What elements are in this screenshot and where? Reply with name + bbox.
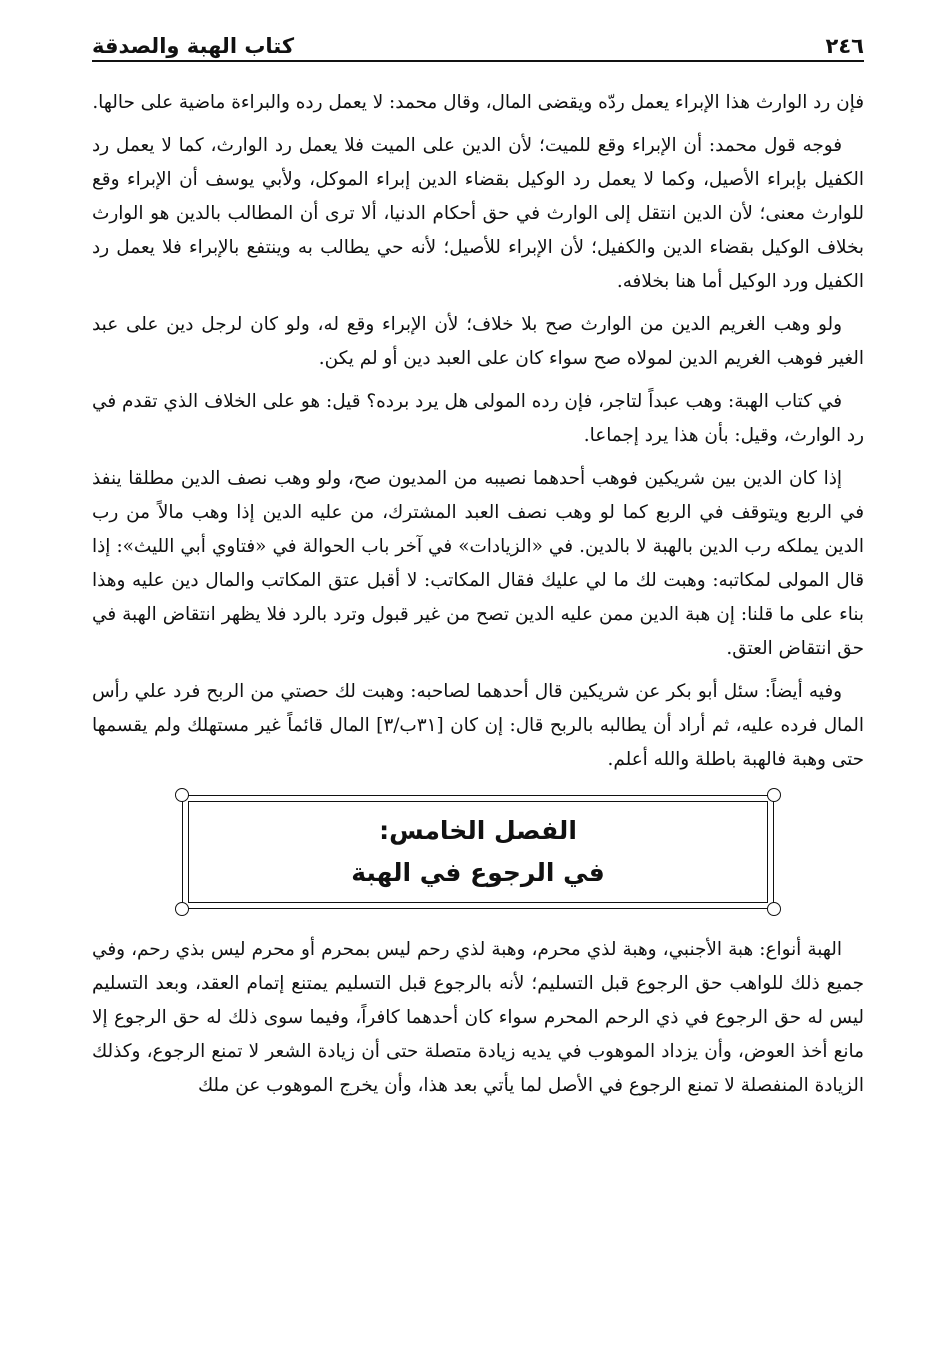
book-title: كتاب الهبة والصدقة bbox=[92, 34, 295, 58]
paragraph: في كتاب الهبة: وهب عبداً لتاجر، فإن رده المولى هل يرد برده؟ قيل: هو على الخلاف الذي تقدم في رد الوارث، وقيل: بأن هذا يرد إجماعا. bbox=[92, 391, 864, 446]
paragraph: إذا كان الدين بين شريكين فوهب أحدهما نصيبه من المديون صح، ولو وهب نصف الدين مطلقا ينفذ في الربع ويتوقف في الربع كما لو وهب نصف العبد المشترك، من عليه الدين إذا وهب مالاً من رب الدين يملكه رب الدين بالهبة لا بالدين. في «الزيادات» في آخر باب الحوالة في «فتاوي أبي الليث»: إذا قال المولى لمكاتبه: وهبت لك ما لي عليك فقال المكاتب: لا أقبل عتق المكاتب والمال دين عليه وهذا بناء على ما قلنا: إن هبة الدين ممن عليه الدين تصح من غير قبول وترد بالرد فلا يظهر انتقاض الهبة في حق انتقاض العتق. bbox=[92, 468, 864, 659]
frame-corner-ornament bbox=[175, 788, 189, 802]
frame-corner-ornament bbox=[767, 788, 781, 802]
frame-corner-ornament bbox=[767, 902, 781, 916]
chapter-title: في الرجوع في الهبة bbox=[351, 858, 605, 887]
body-text bbox=[92, 86, 864, 1103]
paragraph: الهبة أنواع: هبة الأجنبي، وهبة لذي محرم، وهبة لذي رحم ليس بمحرم أو محرم ليس بذي رحم، وفي جميع ذلك للواهب حق الرجوع قبل التسليم؛ لأنه بالرجوع قبل التسليم يمتنع إتمام العقد، وبعد التسليم ليس له حق الرجوع في ذي الرحم المحرم سواء كان أحدهما كافراً، وفيما سوى ذلك له حق الرجوع إلا مانع أخذ العوض، وأن يزداد الموهوب في يديه زيادة متصلة حتى أن زيادة الشعر لا تمنع الرجوع، وكذلك الزيادة المنفصلة لا تمنع الرجوع في الأصل لما يأتي بعد هذا، وأن يخرج الموهوب عن ملك bbox=[92, 939, 864, 1096]
chapter-heading bbox=[188, 801, 768, 903]
chapter-number: الفصل الخامس: bbox=[379, 816, 577, 845]
page-number: ٢٤٦ bbox=[825, 34, 864, 58]
chapter-heading-frame bbox=[182, 795, 774, 909]
paragraph: ولو وهب الغريم الدين من الوارث صح بلا خلاف؛ لأن الإبراء وقع له، ولو كان لرجل دين على عبد الغير فوهب الغريم الدين لمولاه صح سواء كان على العبد دين أو لم يكن. bbox=[92, 314, 864, 369]
frame-corner-ornament bbox=[175, 902, 189, 916]
paragraph: فإن رد الوارث هذا الإبراء يعمل ردّه ويقضى المال، وقال محمد: لا يعمل رده والبراءة ماضية على حالها. bbox=[92, 92, 864, 113]
running-header bbox=[92, 28, 864, 62]
paragraph: فوجه قول محمد: أن الإبراء وقع للميت؛ لأن الدين على الميت فلا يعمل رد الوارث، كما لا يعمل رد الكفيل بإبراء الأصيل، وكما لا يعمل رد الوكيل بقضاء الدين إبراء الموكل، ولأبي يوسف أن الإبراء وقع للوارث معنى؛ لأن الدين انتقل إلى الوارث في حق أحكام الدنيا، ألا ترى أن المطالب بالدين هو الوارث بخلاف الوكيل بقضاء الدين والكفيل؛ لأن الإبراء للأصيل؛ لأنه حي يطالب به وينتفع بالإبراء فلا يعمل رد الكفيل ورد الوكيل أما هنا بخلافه. bbox=[92, 135, 864, 292]
paragraph: وفيه أيضاً: سئل أبو بكر عن شريكين قال أحدهما لصاحبه: وهبت لك حصتي من الربح فرد علي رأس المال فرده عليه، ثم أراد أن يطالبه بالربح قال: إن كان [٣١ب/٣] المال قائماً غير مستهلك ولم يقسمها حتى وهبة فالهبة باطلة والله أعلم. bbox=[92, 681, 865, 770]
book-page bbox=[92, 28, 864, 1348]
